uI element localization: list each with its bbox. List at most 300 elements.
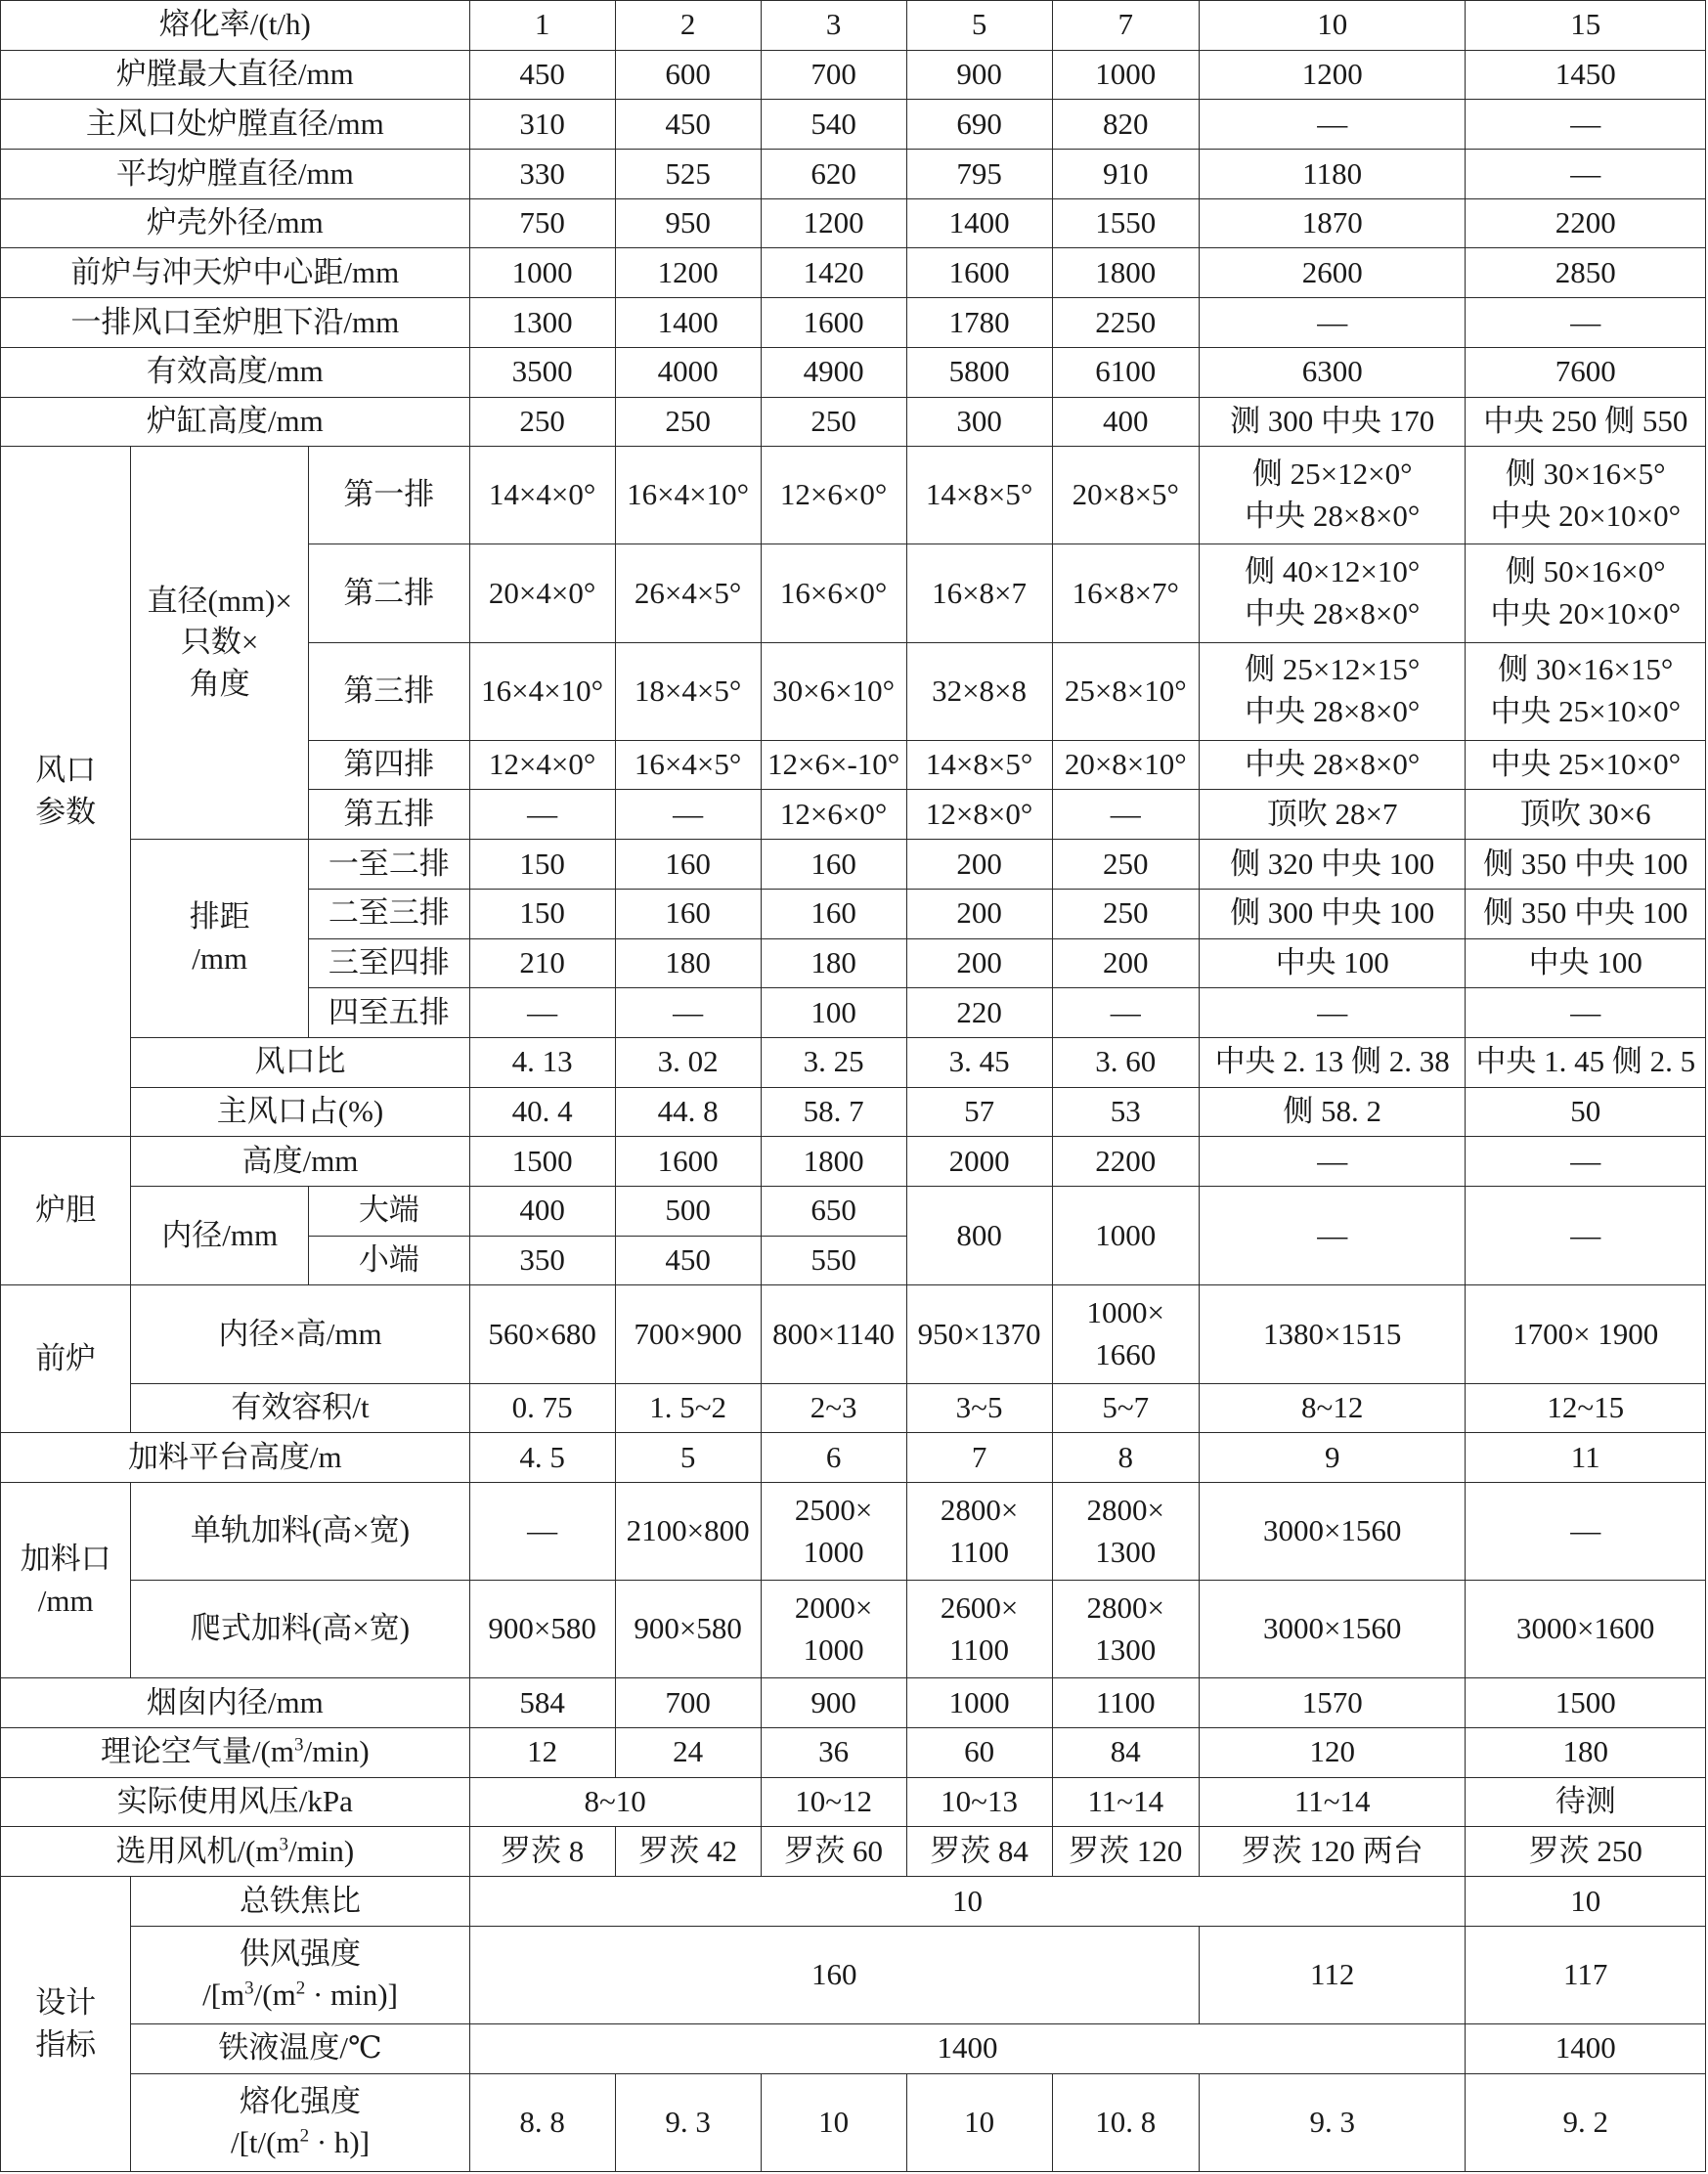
- row-value: —: [1466, 150, 1706, 199]
- table-row: [1, 1728, 1706, 1778]
- row-value: 7600: [1466, 347, 1706, 397]
- table-row: [1, 347, 1706, 397]
- row-value: 450: [469, 50, 615, 100]
- tuyere-spec-value: 顶吹 28×7: [1199, 790, 1465, 840]
- liner-height-value: 1600: [615, 1137, 761, 1187]
- row-value: 620: [761, 150, 906, 199]
- chimney-value: 1100: [1052, 1678, 1199, 1728]
- superscript: 3: [294, 1735, 304, 1757]
- row-value: 1780: [906, 298, 1052, 348]
- table-row: [1, 2023, 1706, 2073]
- table-row: [1, 1678, 1706, 1728]
- air-intensity-value: 112: [1199, 1926, 1465, 2023]
- table-row: [1, 1037, 1706, 1087]
- row-value: 2250: [1052, 298, 1199, 348]
- table-row: [1, 1186, 1706, 1236]
- tuyere-spacing-value: 180: [761, 938, 906, 988]
- header-rate: 7: [1052, 1, 1199, 51]
- liner-small-value: 550: [761, 1236, 906, 1285]
- label-fragment: /[t/(m: [230, 2125, 300, 2160]
- row-value: 1870: [1199, 198, 1465, 248]
- theory-air-value: 24: [615, 1728, 761, 1778]
- iron-temp-value: 1400: [469, 2023, 1466, 2073]
- label-fragment: /min): [288, 1833, 355, 1868]
- superscript: 3: [244, 1978, 254, 2000]
- forehearth-capacity-value: 12~15: [1466, 1383, 1706, 1433]
- tuyere-spacing-value: —: [1466, 988, 1706, 1038]
- row-value: —: [1199, 100, 1465, 150]
- header-rate: 2: [615, 1, 761, 51]
- theory-air-value: 84: [1052, 1728, 1199, 1778]
- platform-value: 8: [1052, 1433, 1199, 1483]
- melt-intensity-value: 10: [906, 2073, 1052, 2171]
- charging-skip-value: 2600× 1100: [906, 1581, 1052, 1678]
- forehearth-capacity-value: 2~3: [761, 1383, 906, 1433]
- row-value: 250: [469, 397, 615, 447]
- tuyere-spacing-value: 200: [906, 889, 1052, 938]
- row-value: 1550: [1052, 198, 1199, 248]
- sub-row-label: 大端: [309, 1186, 470, 1236]
- header-rate: 3: [761, 1, 906, 51]
- tuyere-spacing-value: 中央 100: [1466, 938, 1706, 988]
- tuyere-spacing-value: —: [615, 988, 761, 1038]
- tuyere-main-share-value: 53: [1052, 1087, 1199, 1137]
- row-value: 1000: [469, 248, 615, 298]
- table-row: [1, 298, 1706, 348]
- row-value: 600: [615, 50, 761, 100]
- row-value: 1800: [1052, 248, 1199, 298]
- tuyere-ratio-value: 中央 2. 13 侧 2. 38: [1199, 1037, 1465, 1087]
- row-value: 1300: [469, 298, 615, 348]
- tuyere-main-share-value: 44. 8: [615, 1087, 761, 1137]
- row-value: 1200: [761, 198, 906, 248]
- melt-intensity-value: 9. 3: [615, 2073, 761, 2171]
- table-row: [1, 397, 1706, 447]
- row-value: 910: [1052, 150, 1199, 199]
- pressure-value: 10~12: [761, 1777, 906, 1827]
- row-value: 3500: [469, 347, 615, 397]
- row-label: [131, 1926, 469, 2023]
- tuyere-spec-value: 12×8×0°: [906, 790, 1052, 840]
- row-value: 1200: [1199, 50, 1465, 100]
- table-row: [1, 150, 1706, 199]
- tuyere-spacing-value: 150: [469, 889, 615, 938]
- tuyere-spec-value: 侧 50×16×0° 中央 20×10×0°: [1466, 544, 1706, 642]
- header-rate: 5: [906, 1, 1052, 51]
- tuyere-spacing-value: 160: [761, 840, 906, 890]
- tuyere-spec-value: —: [615, 790, 761, 840]
- forehearth-capacity-value: 0. 75: [469, 1383, 615, 1433]
- row-value: 2600: [1199, 248, 1465, 298]
- tuyere-spec-value: 顶吹 30×6: [1466, 790, 1706, 840]
- label-fragment: /min): [303, 1734, 370, 1769]
- pressure-value: 11~14: [1052, 1777, 1199, 1827]
- forehearth-capacity-value: 3~5: [906, 1383, 1052, 1433]
- tuyere-spec-value: 侧 30×16×15° 中央 25×10×0°: [1466, 642, 1706, 740]
- platform-value: 11: [1466, 1433, 1706, 1483]
- charging-monorail-value: 2800× 1300: [1052, 1482, 1199, 1580]
- row-value: 820: [1052, 100, 1199, 150]
- pressure-value: 待测: [1466, 1777, 1706, 1827]
- tuyere-spec-value: 中央 25×10×0°: [1466, 740, 1706, 790]
- row-value: 700: [761, 50, 906, 100]
- tuyere-spec-value: 12×4×0°: [469, 740, 615, 790]
- row-value: 2200: [1466, 198, 1706, 248]
- fan-value: 罗茨 8: [469, 1827, 615, 1877]
- row-label: 内径×高/mm: [131, 1285, 469, 1383]
- superscript: 2: [295, 1978, 306, 2000]
- tuyere-spacing-value: 160: [761, 889, 906, 938]
- tuyere-spacing-value: 180: [615, 938, 761, 988]
- tuyere-main-share-value: 57: [906, 1087, 1052, 1137]
- row-label: 单轨加料(高×宽): [131, 1482, 469, 1580]
- row-label: 一排风口至炉胆下沿/mm: [1, 298, 470, 348]
- row-label: 主风口占(%): [131, 1087, 469, 1137]
- group-label-forehearth: 前炉: [1, 1285, 131, 1433]
- label-fragment: 供风强度: [240, 1935, 361, 1971]
- tuyere-spec-value: 14×4×0°: [469, 447, 615, 544]
- fan-value: 罗茨 120: [1052, 1827, 1199, 1877]
- tuyere-main-share-value: 侧 58. 2: [1199, 1087, 1465, 1137]
- row-value: —: [1199, 298, 1465, 348]
- row-value: 1600: [761, 298, 906, 348]
- charging-skip-value: 2000× 1000: [761, 1581, 906, 1678]
- air-intensity-value: 160: [469, 1926, 1199, 2023]
- sub-row-label: 二至三排: [309, 889, 470, 938]
- melt-intensity-value: 9. 2: [1466, 2073, 1706, 2171]
- sub-row-label: 第四排: [309, 740, 470, 790]
- row-label: 实际使用风压/kPa: [1, 1777, 470, 1827]
- tuyere-spacing-value: 中央 100: [1199, 938, 1465, 988]
- tuyere-main-share-value: 40. 4: [469, 1087, 615, 1137]
- label-fragment: 熔化强度: [240, 2083, 361, 2118]
- row-value: 900: [906, 50, 1052, 100]
- tuyere-spec-value: 12×6×0°: [761, 790, 906, 840]
- tuyere-spec-value: 16×4×5°: [615, 740, 761, 790]
- tuyere-ratio-value: 中央 1. 45 侧 2. 5: [1466, 1037, 1706, 1087]
- row-label: 烟囱内径/mm: [1, 1678, 470, 1728]
- chimney-value: 700: [615, 1678, 761, 1728]
- table-row: [1, 198, 1706, 248]
- row-value: 330: [469, 150, 615, 199]
- row-label: 铁液温度/℃: [131, 2023, 469, 2073]
- forehearth-size-value: 950×1370: [906, 1285, 1052, 1383]
- tuyere-spacing-value: 200: [906, 840, 1052, 890]
- liner-height-value: 1500: [469, 1137, 615, 1187]
- row-label: 总铁焦比: [131, 1877, 469, 1927]
- tuyere-spec-value: 中央 28×8×0°: [1199, 740, 1465, 790]
- coke-ratio-value: 10: [1466, 1877, 1706, 1927]
- melt-intensity-value: 9. 3: [1199, 2073, 1465, 2171]
- row-value: 1420: [761, 248, 906, 298]
- row-value: 750: [469, 198, 615, 248]
- melt-intensity-value: 8. 8: [469, 2073, 615, 2171]
- theory-air-value: 60: [906, 1728, 1052, 1778]
- row-value: 1450: [1466, 50, 1706, 100]
- charging-skip-value: 900×580: [469, 1581, 615, 1678]
- tuyere-spec-value: 16×8×7°: [1052, 544, 1199, 642]
- sub-row-label: 小端: [309, 1236, 470, 1285]
- tuyere-spacing-value: 侧 350 中央 100: [1466, 889, 1706, 938]
- forehearth-size-value: 700×900: [615, 1285, 761, 1383]
- row-value: 310: [469, 100, 615, 150]
- row-label: 高度/mm: [131, 1137, 469, 1187]
- tuyere-spec-value: 16×4×10°: [615, 447, 761, 544]
- row-value: 1200: [615, 248, 761, 298]
- row-label: 有效高度/mm: [1, 347, 470, 397]
- tuyere-main-share-value: 58. 7: [761, 1087, 906, 1137]
- table-row: [1, 1877, 1706, 1927]
- liner-height-value: —: [1199, 1137, 1465, 1187]
- chimney-value: 1500: [1466, 1678, 1706, 1728]
- theory-air-value: 180: [1466, 1728, 1706, 1778]
- tuyere-spec-value: —: [469, 790, 615, 840]
- tuyere-spec-value: 30×6×10°: [761, 642, 906, 740]
- charging-skip-value: 900×580: [615, 1581, 761, 1678]
- row-label: 前炉与冲天炉中心距/mm: [1, 248, 470, 298]
- charging-monorail-value: 2500× 1000: [761, 1482, 906, 1580]
- tuyere-spec-value: 20×8×5°: [1052, 447, 1199, 544]
- row-value: 6300: [1199, 347, 1465, 397]
- tuyere-spacing-value: 100: [761, 988, 906, 1038]
- sub-row-label: 第五排: [309, 790, 470, 840]
- tuyere-spec-value: 25×8×10°: [1052, 642, 1199, 740]
- row-value: 1600: [906, 248, 1052, 298]
- header-label: 熔化率/(t/h): [1, 1, 470, 51]
- table-row: [1, 248, 1706, 298]
- label-fragment: /(m: [253, 1978, 296, 2013]
- tuyere-spec-value: 侧 30×16×5° 中央 20×10×0°: [1466, 447, 1706, 544]
- liner-small-value: 350: [469, 1236, 615, 1285]
- superscript: 3: [279, 1834, 288, 1855]
- table-row: [1, 1827, 1706, 1877]
- tuyere-spacing-value: 200: [1052, 938, 1199, 988]
- row-value: 1000: [1052, 50, 1199, 100]
- table-row: [1, 1581, 1706, 1678]
- label-fragment: · h)]: [309, 2125, 371, 2160]
- forehearth-capacity-value: 8~12: [1199, 1383, 1465, 1433]
- label-fragment: /[m: [202, 1978, 245, 2013]
- liner-merged-value: 800: [906, 1186, 1052, 1284]
- group-label-tuyere: 风口 参数: [1, 447, 131, 1137]
- table-row: [1, 1482, 1706, 1580]
- sub-row-label: 第二排: [309, 544, 470, 642]
- fan-value: 罗茨 42: [615, 1827, 761, 1877]
- row-value: 250: [615, 397, 761, 447]
- liner-height-value: 1800: [761, 1137, 906, 1187]
- chimney-value: 1000: [906, 1678, 1052, 1728]
- table-row: [1, 50, 1706, 100]
- tuyere-spacing-value: 250: [1052, 840, 1199, 890]
- tuyere-spacing-value: 200: [906, 938, 1052, 988]
- chimney-value: 900: [761, 1678, 906, 1728]
- row-value: 1400: [615, 298, 761, 348]
- row-label: 炉缸高度/mm: [1, 397, 470, 447]
- row-label: 有效容积/t: [131, 1383, 469, 1433]
- row-value: 690: [906, 100, 1052, 150]
- sub-row-label: 第一排: [309, 447, 470, 544]
- theory-air-value: 120: [1199, 1728, 1465, 1778]
- row-value: 525: [615, 150, 761, 199]
- tuyere-ratio-value: 3. 45: [906, 1037, 1052, 1087]
- row-value: 6100: [1052, 347, 1199, 397]
- row-value: 540: [761, 100, 906, 150]
- charging-skip-value: 3000×1560: [1199, 1581, 1465, 1678]
- forehearth-size-value: 800×1140: [761, 1285, 906, 1383]
- tuyere-ratio-value: 4. 13: [469, 1037, 615, 1087]
- group-label-charging: 加料口 /mm: [1, 1482, 131, 1677]
- row-value: 5800: [906, 347, 1052, 397]
- row-label: 爬式加料(高×宽): [131, 1581, 469, 1678]
- row-label: [1, 1728, 470, 1778]
- label-fragment: · min)]: [305, 1978, 398, 2013]
- tuyere-spec-value: 32×8×8: [906, 642, 1052, 740]
- tuyere-spacing-value: 侧 350 中央 100: [1466, 840, 1706, 890]
- row-value: 250: [761, 397, 906, 447]
- table-row: [1, 1383, 1706, 1433]
- tuyere-spec-value: 侧 25×12×15° 中央 28×8×0°: [1199, 642, 1465, 740]
- fan-value: 罗茨 120 两台: [1199, 1827, 1465, 1877]
- forehearth-size-value: 1000× 1660: [1052, 1285, 1199, 1383]
- tuyere-spacing-label: 排距 /mm: [131, 840, 309, 1038]
- theory-air-value: 12: [469, 1728, 615, 1778]
- table-row: [1, 100, 1706, 150]
- forehearth-size-value: 560×680: [469, 1285, 615, 1383]
- forehearth-size-value: 1700× 1900: [1466, 1285, 1706, 1383]
- liner-height-value: 2000: [906, 1137, 1052, 1187]
- platform-value: 6: [761, 1433, 906, 1483]
- charging-skip-value: 3000×1600: [1466, 1581, 1706, 1678]
- table-row: [1, 2073, 1706, 2171]
- tuyere-spacing-value: 160: [615, 840, 761, 890]
- table-row: [1, 1137, 1706, 1187]
- tuyere-spec-value: 16×4×10°: [469, 642, 615, 740]
- melt-intensity-value: 10. 8: [1052, 2073, 1199, 2171]
- air-intensity-value: 117: [1466, 1926, 1706, 2023]
- tuyere-main-share-value: 50: [1466, 1087, 1706, 1137]
- tuyere-spacing-value: 220: [906, 988, 1052, 1038]
- tuyere-spacing-value: —: [1052, 988, 1199, 1038]
- sub-row-label: 四至五排: [309, 988, 470, 1038]
- tuyere-spec-value: 侧 40×12×10° 中央 28×8×0°: [1199, 544, 1465, 642]
- row-value: —: [1466, 100, 1706, 150]
- sub-row-label: 一至二排: [309, 840, 470, 890]
- liner-big-value: 400: [469, 1186, 615, 1236]
- tuyere-ratio-value: 3. 25: [761, 1037, 906, 1087]
- theory-air-value: 36: [761, 1728, 906, 1778]
- header-rate: 15: [1466, 1, 1706, 51]
- superscript: 2: [299, 2126, 310, 2147]
- forehearth-capacity-value: 5~7: [1052, 1383, 1199, 1433]
- tuyere-ratio-value: 3. 02: [615, 1037, 761, 1087]
- tuyere-spec-value: 14×8×5°: [906, 740, 1052, 790]
- sub-row-label: 第三排: [309, 642, 470, 740]
- liner-merged-value: —: [1466, 1186, 1706, 1284]
- forehearth-size-value: 1380×1515: [1199, 1285, 1465, 1383]
- forehearth-capacity-value: 1. 5~2: [615, 1383, 761, 1433]
- tuyere-spacing-value: —: [1199, 988, 1465, 1038]
- charging-monorail-value: 2100×800: [615, 1482, 761, 1580]
- charging-monorail-value: —: [469, 1482, 615, 1580]
- row-value: 400: [1052, 397, 1199, 447]
- tuyere-spacing-value: 250: [1052, 889, 1199, 938]
- row-value: 450: [615, 100, 761, 150]
- liner-merged-value: 1000: [1052, 1186, 1199, 1284]
- label-fragment: 选用风机/(m: [115, 1833, 280, 1868]
- row-value: 950: [615, 198, 761, 248]
- platform-value: 7: [906, 1433, 1052, 1483]
- fan-value: 罗茨 84: [906, 1827, 1052, 1877]
- row-value: 1180: [1199, 150, 1465, 199]
- row-value: 2850: [1466, 248, 1706, 298]
- row-label: 炉壳外径/mm: [1, 198, 470, 248]
- pressure-value: 8~10: [469, 1777, 761, 1827]
- table-body: [1, 1, 1706, 2172]
- liner-inner-label: 内径/mm: [131, 1186, 309, 1284]
- row-value: 4000: [615, 347, 761, 397]
- tuyere-spec-value: 14×8×5°: [906, 447, 1052, 544]
- fan-value: 罗茨 60: [761, 1827, 906, 1877]
- table-row: [1, 840, 1706, 890]
- coke-ratio-value: 10: [469, 1877, 1466, 1927]
- liner-merged-value: —: [1199, 1186, 1465, 1284]
- row-label: [131, 2073, 469, 2171]
- row-value: 测 300 中央 170: [1199, 397, 1465, 447]
- tuyere-spec-value: 18×4×5°: [615, 642, 761, 740]
- row-label: [1, 1827, 470, 1877]
- table-row: [1, 447, 1706, 544]
- table-row: [1, 1285, 1706, 1383]
- charging-skip-value: 2800× 1300: [1052, 1581, 1199, 1678]
- tuyere-spacing-value: 210: [469, 938, 615, 988]
- row-value: 300: [906, 397, 1052, 447]
- table-row: [1, 1087, 1706, 1137]
- liner-big-value: 650: [761, 1186, 906, 1236]
- chimney-value: 1570: [1199, 1678, 1465, 1728]
- iron-temp-value: 1400: [1466, 2023, 1706, 2073]
- table-row: [1, 1, 1706, 51]
- row-label: 炉膛最大直径/mm: [1, 50, 470, 100]
- table-row: [1, 1433, 1706, 1483]
- tuyere-spacing-value: 150: [469, 840, 615, 890]
- row-value: 795: [906, 150, 1052, 199]
- chimney-value: 584: [469, 1678, 615, 1728]
- tuyere-spec-value: 26×4×5°: [615, 544, 761, 642]
- row-value: 中央 250 侧 550: [1466, 397, 1706, 447]
- charging-monorail-value: 2800× 1100: [906, 1482, 1052, 1580]
- row-label: 主风口处炉膛直径/mm: [1, 100, 470, 150]
- row-label: 风口比: [131, 1037, 469, 1087]
- row-value: 4900: [761, 347, 906, 397]
- tuyere-spacing-value: 侧 320 中央 100: [1199, 840, 1465, 890]
- tuyere-spec-value: 12×6×0°: [761, 447, 906, 544]
- tuyere-spec-value: 侧 25×12×0° 中央 28×8×0°: [1199, 447, 1465, 544]
- header-rate: 10: [1199, 1, 1465, 51]
- liner-height-value: 2200: [1052, 1137, 1199, 1187]
- tuyere-spacing-value: 侧 300 中央 100: [1199, 889, 1465, 938]
- tuyere-spacing-value: —: [469, 988, 615, 1038]
- row-label: 平均炉膛直径/mm: [1, 150, 470, 199]
- tuyere-spec-label: 直径(mm)× 只数× 角度: [131, 447, 309, 840]
- tuyere-spacing-value: 160: [615, 889, 761, 938]
- sub-row-label: 三至四排: [309, 938, 470, 988]
- charging-monorail-value: 3000×1560: [1199, 1482, 1465, 1580]
- tuyere-spec-value: —: [1052, 790, 1199, 840]
- melt-intensity-value: 10: [761, 2073, 906, 2171]
- charging-monorail-value: —: [1466, 1482, 1706, 1580]
- platform-value: 5: [615, 1433, 761, 1483]
- pressure-value: 11~14: [1199, 1777, 1465, 1827]
